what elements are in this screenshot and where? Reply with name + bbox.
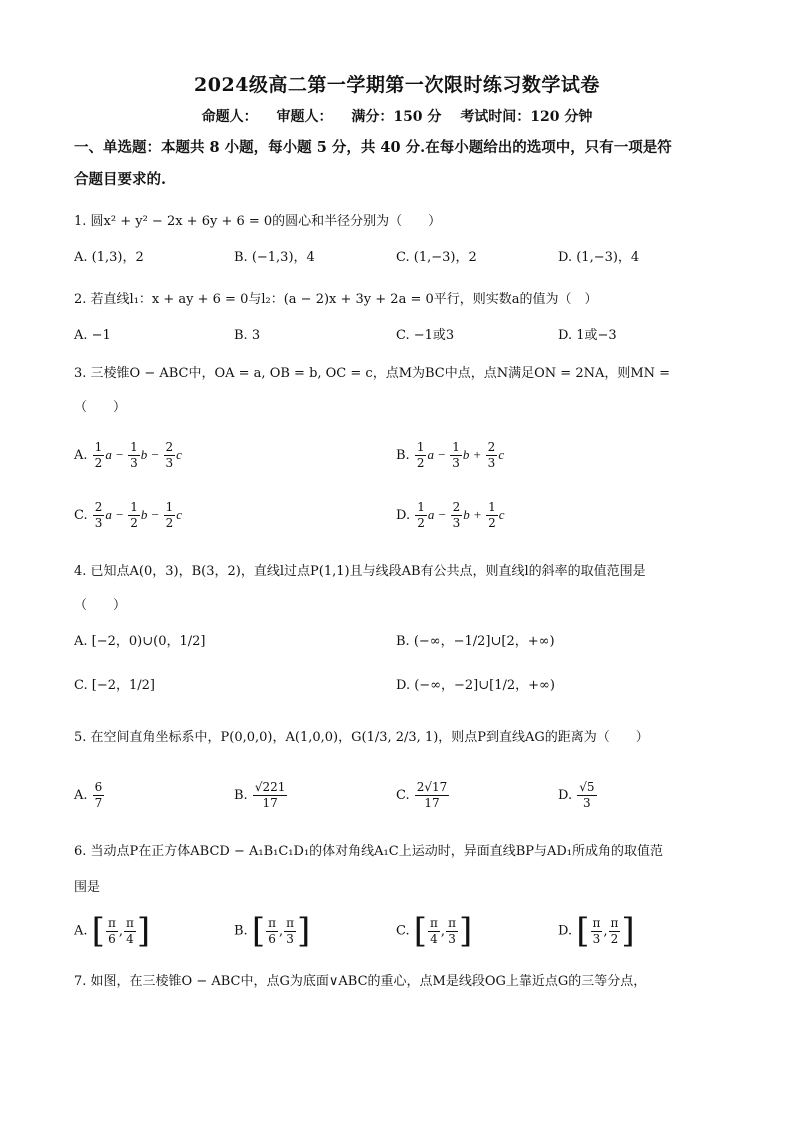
question-6-stem-cont: 围是 <box>74 880 101 895</box>
term-text: b − <box>140 447 163 462</box>
term-text: c <box>498 447 505 462</box>
range-upper-fraction: $\frac{\pi}{3}$ <box>286 915 295 946</box>
question-2-stem: 2. 若直线l₁：x + ay + 6 = 0与l₂：(a − 2)x + 3y + 2a = 0平行，则实数a的值为（ ） <box>74 292 598 307</box>
coef-fraction: $\frac{1}{3}$ <box>452 440 460 470</box>
q6-option-c: C. [ $\frac{\pi}{4}$ , $\frac{\pi}{3}$ ] <box>396 911 473 951</box>
exam-title: 2024级高二第一学期第一次限时练习数学试卷 <box>194 74 600 96</box>
q6-option-b: B. [ $\frac{\pi}{6}$ , $\frac{\pi}{3}$ ] <box>234 911 311 951</box>
coef-fraction: $\frac{2}{3}$ <box>487 440 496 470</box>
term-text: b + <box>463 507 486 522</box>
q2-option-c: C. −1或3 <box>396 328 455 343</box>
question-3-paren: （ ） <box>74 400 127 415</box>
term-text: c <box>176 507 183 522</box>
q2-option-d: D. 1或−3 <box>558 328 617 343</box>
term-text: a − <box>427 447 450 462</box>
q5-option-c: C. $\frac{2√17}{17}$ <box>396 780 448 810</box>
q3-option-c: C. $\frac{2}{3}$ a − $\frac{1}{2}$ b − $\frac{1}{2}$ c <box>74 500 183 530</box>
coef-fraction: $\frac{1}{2}$ <box>130 500 138 530</box>
term-text: a − <box>105 447 128 462</box>
comma: , <box>118 923 123 939</box>
q5-option-a: A. $\frac{6}{7}$ <box>74 780 103 810</box>
term-text: b + <box>462 447 485 462</box>
exam-meta <box>0 106 794 126</box>
left-bracket: [ <box>251 911 266 951</box>
coef-fraction: $\frac{1}{3}$ <box>130 440 138 470</box>
range-upper-fraction: $\frac{\pi}{4}$ <box>125 915 134 946</box>
question-1-stem: 1. 圆x² + y² − 2x + 6y + 6 = 0的圆心和半径分别为（ ） <box>74 214 442 229</box>
q1-option-b: B. (−1,3)，4 <box>234 250 315 265</box>
range-lower-fraction: $\frac{\pi}{6}$ <box>268 915 276 946</box>
q2-option-b: B. 3 <box>234 328 261 343</box>
term-text: c <box>498 507 505 522</box>
coef-fraction: $\frac{1}{2}$ <box>417 500 425 530</box>
term-text: a − <box>427 507 450 522</box>
term-text: b − <box>140 507 163 522</box>
coef-fraction: $\frac{2}{3}$ <box>452 500 461 530</box>
range-lower-fraction: $\frac{\pi}{6}$ <box>107 915 116 946</box>
right-bracket: ] <box>136 911 151 951</box>
reviewer-label: 审题人： <box>276 109 333 125</box>
question-4-stem: 4. 已知点A(0，3)，B(3，2)，直线l过点P(1,1)且与线段AB有公共点，则直线l的斜率的取值范围是 <box>74 564 646 579</box>
question-6-stem: 6. 当动点P在正方体ABCD − A₁B₁C₁D₁的体对角线A₁C上运动时，异面直线BP与AD₁所成角的取值范 <box>74 844 664 859</box>
coef-fraction: $\frac{2}{3}$ <box>94 500 103 530</box>
question-7-stem: 7. 如图，在三棱锥O − ABC中，点G为底面∨ABC的重心，点M是线段OG上靠近点G的三等分点， <box>74 974 647 989</box>
left-bracket: [ <box>576 911 590 951</box>
term-text: a − <box>105 507 128 522</box>
coef-fraction: $\frac{1}{2}$ <box>416 440 425 470</box>
comma: , <box>603 923 608 939</box>
left-bracket: [ <box>91 911 105 951</box>
coef-fraction: $\frac{1}{2}$ <box>94 440 103 470</box>
range-lower-fraction: $\frac{\pi}{4}$ <box>430 915 438 946</box>
q4-option-b: B. (−∞，−1/2]∪[2，+∞) <box>396 634 555 649</box>
q1-option-d: D. (1,−3)，4 <box>558 250 640 265</box>
range-upper-fraction: $\frac{\pi}{3}$ <box>448 915 456 946</box>
comma: , <box>440 923 446 939</box>
full-score: 满分：150 分 <box>351 109 442 125</box>
comma: , <box>278 923 284 939</box>
q4-option-c: C. [−2，1/2] <box>74 678 155 693</box>
q4-option-a: A. [−2，0)∪(0，1/2] <box>74 634 206 649</box>
range-upper-fraction: $\frac{\pi}{2}$ <box>610 915 619 946</box>
q1-option-c: C. (1,−3)，2 <box>396 250 477 265</box>
q4-option-d: D. (−∞，−2]∪[1/2，+∞) <box>396 678 555 693</box>
coef-fraction: $\frac{1}{2}$ <box>488 500 496 530</box>
q6-option-d: D. [ $\frac{\pi}{3}$ , $\frac{\pi}{2}$ ] <box>558 911 635 951</box>
question-4-paren: （ ） <box>74 598 127 613</box>
right-bracket: ] <box>621 911 635 951</box>
section-heading: 一、单选题：本题共 8 小题，每小题 5 分，共 40 分.在每小题给出的选项中，只有一项是符 合题目要求的. <box>74 139 672 188</box>
right-bracket: ] <box>458 911 473 951</box>
q5-option-d: D. $\frac{√5}{3}$ <box>558 780 595 810</box>
coef-fraction: $\frac{2}{3}$ <box>165 440 174 470</box>
exam-time: 考试时间：120 分钟 <box>460 109 593 125</box>
q1-option-a: A. (1,3)，2 <box>74 250 144 265</box>
range-lower-fraction: $\frac{\pi}{3}$ <box>592 915 601 946</box>
q6-option-a: A. [ $\frac{\pi}{6}$ , $\frac{\pi}{4}$ ] <box>74 911 151 951</box>
q3-option-b: B. $\frac{1}{2}$ a − $\frac{1}{3}$ b + $\frac{2}{3}$ c <box>396 440 505 470</box>
setter-label: 命题人： <box>201 109 258 125</box>
right-bracket: ] <box>297 911 311 951</box>
question-5-stem: 5. 在空间直角坐标系中，P(0,0,0)，A(1,0,0)，G(1/3, 2/3, 1)，则点P到直线AG的距离为（ ） <box>74 730 649 745</box>
left-bracket: [ <box>413 911 428 951</box>
q5-option-b: B. $\frac{√221}{17}$ <box>234 780 286 810</box>
q3-option-a: A. $\frac{1}{2}$ a − $\frac{1}{3}$ b − $\frac{2}{3}$ c <box>74 440 182 470</box>
term-text: c <box>176 447 182 462</box>
q2-option-a: A. −1 <box>74 328 111 343</box>
question-3-stem: 3. 三棱锥O − ABC中，OA = a, OB = b, OC = c，点M为BC中点，点N满足ON = 2NA，则MN = <box>74 366 671 381</box>
q3-option-d: D. $\frac{1}{2}$ a − $\frac{2}{3}$ b + $\frac{1}{2}$ c <box>396 500 505 530</box>
coef-fraction: $\frac{1}{2}$ <box>165 500 174 530</box>
